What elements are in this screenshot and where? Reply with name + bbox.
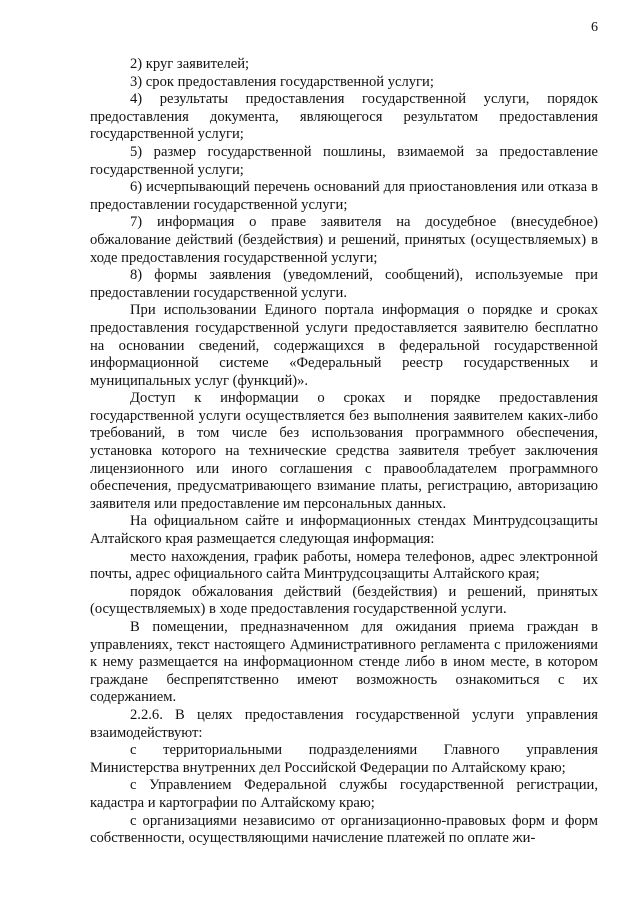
paragraph: 2.2.6. В целях предоставления государственной услуги управления взаимодействуют:: [90, 706, 598, 741]
paragraph: 5) размер государственной пошлины, взимаемой за предоставление государственной услуги;: [90, 143, 598, 178]
paragraph: с Управлением Федеральной службы государственной регистрации, кадастра и картографии по Алтайскому краю;: [90, 777, 598, 811]
paragraph: 2) круг заявителей;: [130, 56, 250, 72]
paragraph: 4) результаты предоставления государственной услуги, порядок предоставления документа, являющегося результатом предоставления государственной услуги;: [90, 91, 598, 143]
paragraph: 7) информация о праве заявителя на досудебное (внесудебное) обжалование действий (бездействия) и решений, принятых (осуществляемых) в ходе предоставления государственной услуги;: [90, 214, 598, 266]
paragraph: 8) формы заявления (уведомлений, сообщений), используемые при предоставлении государственной услуги.: [90, 267, 598, 301]
paragraph: На официальном сайте и информационных стендах Минтрудсоцзащиты Алтайского края размещается следующая информация:: [90, 513, 598, 548]
paragraph: 6) исчерпывающий перечень оснований для приостановления или отказа в предоставлении государственной услуги;: [90, 179, 598, 213]
paragraph: с организациями независимо от организационно-правовых форм и форм собственности, осуществляющими начисление платежей по оплате жи-: [90, 812, 598, 847]
paragraph: место нахождения, график работы, номера телефонов, адрес электронной почты, адрес официального сайта Минтрудсоцзащиты Алтайского края;: [90, 548, 598, 583]
document-body: [90, 56, 598, 848]
paragraph: В помещении, предназначенном для ожидания приема граждан в управлениях, текст настоящего Административного регламента с приложениями к нему размещается на информационном стенде либо в ином месте, в котором граждане беспрепятственно имеют возможность ознакомиться с их содержанием.: [90, 619, 598, 706]
paragraph: с территориальными подразделениями Главного управления Министерства внутренних дел Российской Федерации по Алтайскому краю;: [90, 742, 598, 776]
paragraph: При использовании Единого портала информация о порядке и сроках предоставления государственной услуги предоставляется заявителю бесплатно на основании сведений, содержащихся в федеральной государственной информационной системе «Федеральный реестр государственных и муниципальных услуг (функций)».: [90, 302, 598, 389]
paragraph: Доступ к информации о сроках и порядке предоставления государственной услуги осуществляется без выполнения заявителем каких-либо требований, в том числе без использования программного обеспечения, установка которого на технические средства заявителя требует заключения лицензионного или иного соглашения с правообладателем программного обеспечения, предусматривающего взимание платы, регистрацию, авторизацию заявителя или предоставление им персональных данных.: [90, 390, 598, 512]
page-number: 6: [591, 20, 598, 35]
paragraph: 3) срок предоставления государственной услуги;: [130, 73, 434, 90]
paragraph: порядок обжалования действий (бездействия) и решений, принятых (осуществляемых) в ходе предоставления государственной услуги.: [90, 583, 598, 618]
